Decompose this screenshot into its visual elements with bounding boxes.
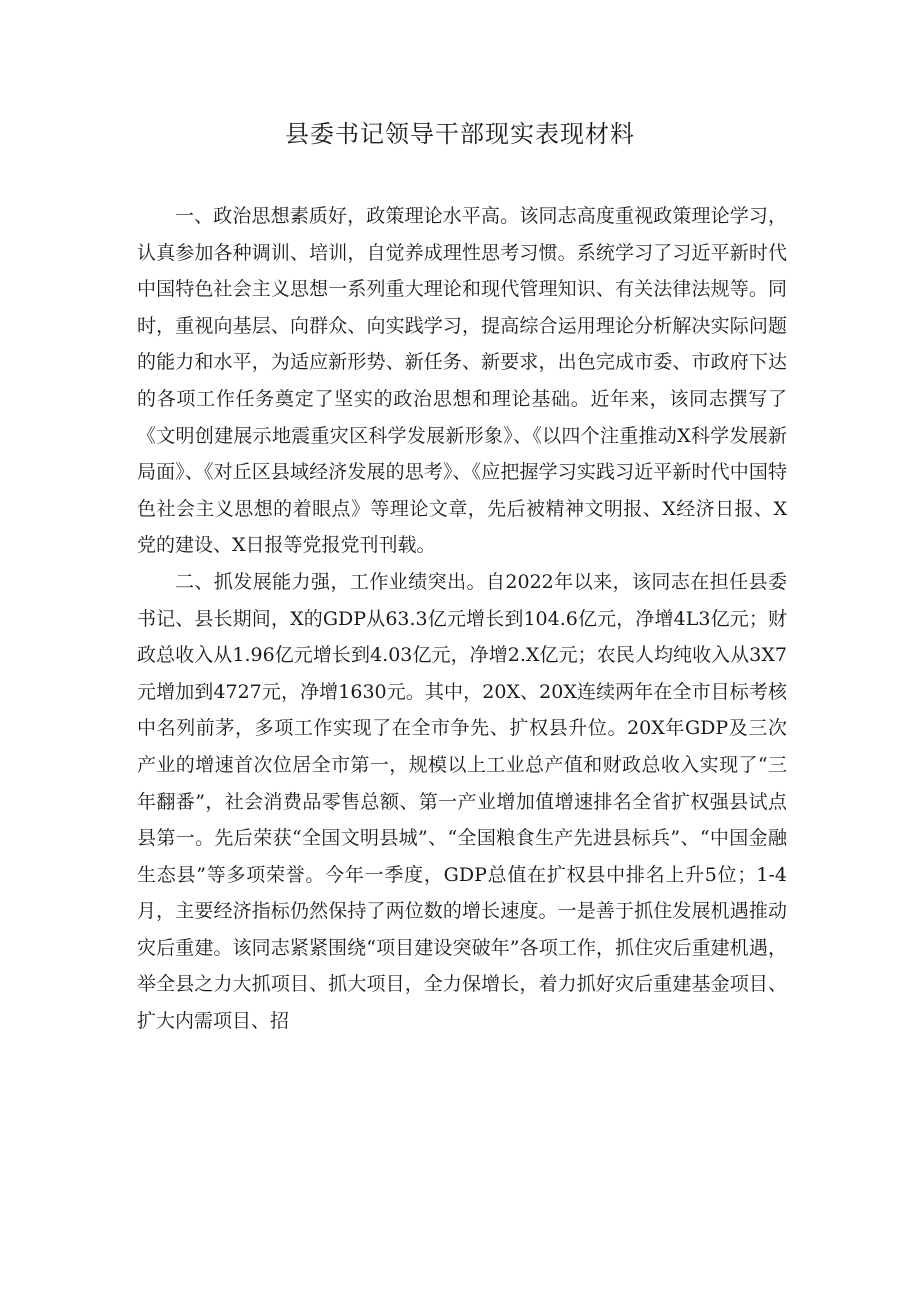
document-title: 县委书记领导干部现实表现材料 [285, 120, 635, 148]
document-body [137, 198, 787, 1040]
paragraph-political-quality: 一、政治思想素质好，政策理论水平高。该同志高度重视政策理论学习，认真参加各种调训、培训，自觉养成理性思考习惯。系统学习了习近平新时代中国特色社会主义思想一系列重大理论和现代管理知识、有关法律法规等。同时，重视向基层、向群众、向实践学习，提高综合运用理论分析解决实际问题的能力和水平，为适应新形势、新任务、新要求，出色完成市委、市政府下达的各项工作任务奠定了坚实的政治思想和理论基础。近年来，该同志撰写了《文明创建展示地震重灾区科学发展新形象》、《以四个注重推动X科学发展新局面》、《对丘区县域经济发展的思考》、《应把握学习实践习近平新时代中国特色社会主义思想的着眼点》等理论文章，先后被精神文明报、X经济日报、X党的建设、X日报等党报党刊刊载。 [137, 205, 787, 557]
paragraph-development-performance: 二、抓发展能力强，工作业绩突出。自2022年以来，该同志在担任县委书记、县长期间，X的GDP从63.3亿元增长到104.6亿元，净增4L3亿元；财政总收入从1.96亿元增长到4.03亿元，净增2.X亿元；农民人均纯收入从3X7元增加到4727元，净增1630元。其中，20X、20X连续两年在全市目标考核中名列前茅，多项工作实现了在全市争先、扩权县升位。20X年GDP及三次产业的增速首次位居全市第一，规模以上工业总产值和财政总收入实现了“三年翻番”，社会消费品零售总额、第一产业增加值增速排名全省扩权强县试点县第一。先后荣获“全国文明县城”、“全国粮食生产先进县标兵”、“中国金融生态县”等多项荣誉。今年一季度，GDP总值在扩权县中排名上升5位；1-4月，主要经济指标仍然保持了两位数的增长速度。一是善于抓住发展机遇推动灾后重建。该同志紧紧围绕“项目建设突破年”各项工作，抓住灾后重建机遇，举全县之力大抓项目、抓大项目，全力保增长，着力抓好灾后重建基金项目、扩大内需项目、招 [137, 570, 787, 1033]
